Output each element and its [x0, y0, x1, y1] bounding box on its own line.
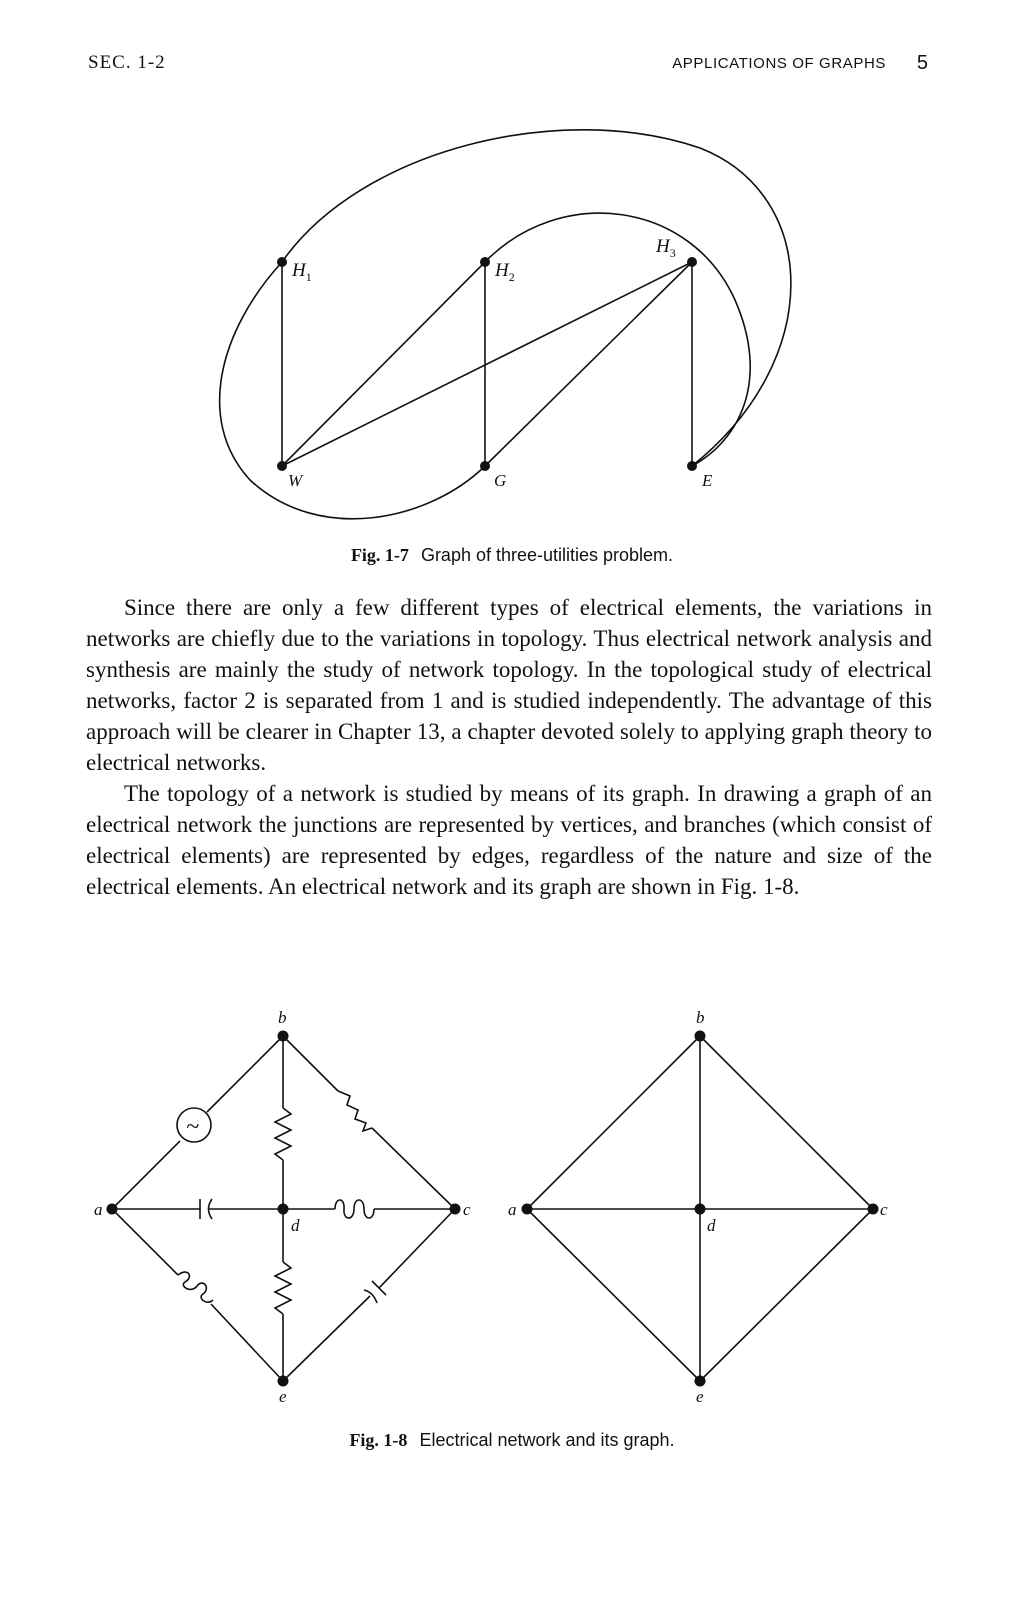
- graph-label-a: a: [508, 1200, 517, 1219]
- label-w: W: [288, 471, 303, 490]
- figure-1-7: [0, 110, 1024, 540]
- edge-h3-w: [282, 262, 692, 466]
- page-header: [88, 52, 928, 82]
- wire-a-e-2: [211, 1304, 283, 1381]
- inductor-a-e: [178, 1272, 213, 1302]
- wire-a-b-2: [207, 1036, 283, 1112]
- figure-1-8-network: [90, 1000, 490, 1420]
- inductor-d-c: [335, 1200, 374, 1218]
- paragraph-1: Since there are only a few different types of electrical elements, the variations in networks are chiefly due to the variations in topology. Thus electrical network analysis and synthesis are mainly the study of network topology. In the topological study of electrical networks, factor 2 is separated from 1 and is studied independently. The advantage of this approach will be clearer in Chapter 13, a chapter devoted solely to applying graph theory to electrical networks.: [86, 595, 932, 775]
- edge-h3-g: [485, 262, 692, 466]
- graph-label-b: b: [696, 1008, 705, 1027]
- edge-h2-e: [485, 213, 750, 466]
- section-label: SEC. 1-2: [88, 52, 166, 73]
- graph-label-d: d: [707, 1216, 716, 1235]
- vertex-h1: [277, 257, 287, 267]
- vertex-w: [277, 461, 287, 471]
- node-e: [278, 1376, 289, 1387]
- graph-edge-a-b: [527, 1036, 700, 1209]
- vertex-h3: [687, 257, 697, 267]
- graph-vertex-c: [868, 1204, 879, 1215]
- vertex-g: [480, 461, 490, 471]
- figure-1-7-caption: [0, 545, 1024, 566]
- wire-b-c-2: [372, 1128, 455, 1209]
- network-label-d: d: [291, 1216, 300, 1235]
- vertex-e: [687, 461, 697, 471]
- wire-c-e-2: [283, 1296, 370, 1381]
- node-b: [278, 1031, 289, 1042]
- wire-b-c-1: [283, 1036, 338, 1091]
- wire-a-e-1: [112, 1209, 178, 1275]
- label-e: E: [702, 471, 713, 490]
- resistor-b-c: [338, 1091, 372, 1131]
- figure-1-8-label: Fig. 1-8: [349, 1430, 408, 1450]
- wire-a-b-1: [112, 1141, 180, 1209]
- figure-1-8-caption: [0, 1430, 1024, 1451]
- network-label-c: c: [463, 1200, 471, 1219]
- graph-label-c: c: [880, 1200, 888, 1219]
- resistor-d-e: [275, 1262, 291, 1314]
- label-h3: $H_3$: [656, 236, 676, 260]
- label-h2: $H_2$: [495, 260, 515, 284]
- running-title: APPLICATIONS OF GRAPHS: [672, 55, 886, 72]
- graph-vertex-b: [695, 1031, 706, 1042]
- edge-h2-w: [282, 262, 485, 466]
- vertex-h2: [480, 257, 490, 267]
- graph-vertex-d: [695, 1204, 706, 1215]
- figure-1-7-label: Fig. 1-7: [350, 545, 409, 565]
- figure-1-8-caption-text: Electrical network and its graph.: [419, 1430, 675, 1450]
- node-d: [278, 1204, 289, 1215]
- ac-source-symbol: ~: [186, 1114, 199, 1140]
- network-label-a: a: [94, 1200, 103, 1219]
- paragraph-2: The topology of a network is studied by means of its graph. In drawing a graph of an electrical network the junctions are represented by vertices, and branches (which consist of electrical elements) are represented by edges, regardless of the nature and size of the electrical elements. An electrical network and its graph are shown in Fig. 1-8.: [86, 781, 932, 899]
- node-a: [107, 1204, 118, 1215]
- node-c: [450, 1204, 461, 1215]
- network-label-e: e: [279, 1387, 287, 1406]
- label-g: G: [494, 471, 507, 490]
- wire-c-e-1: [379, 1209, 455, 1288]
- figure-1-7-caption-text: Graph of three-utilities problem.: [420, 545, 674, 565]
- graph-edge-b-c: [700, 1036, 873, 1209]
- body-text: [86, 592, 932, 902]
- resistor-b-d: [275, 1108, 291, 1160]
- graph-vertex-e: [695, 1376, 706, 1387]
- graph-edge-c-e: [700, 1209, 873, 1381]
- edge-h1-g: [220, 262, 485, 519]
- graph-label-e: e: [696, 1387, 704, 1406]
- graph-edge-a-e: [527, 1209, 700, 1381]
- network-label-b: b: [278, 1008, 287, 1027]
- label-h1: $H_1$: [292, 260, 312, 284]
- figure-1-8-graph: [500, 1000, 900, 1420]
- page-number: 5: [916, 52, 928, 74]
- graph-vertex-a: [522, 1204, 533, 1215]
